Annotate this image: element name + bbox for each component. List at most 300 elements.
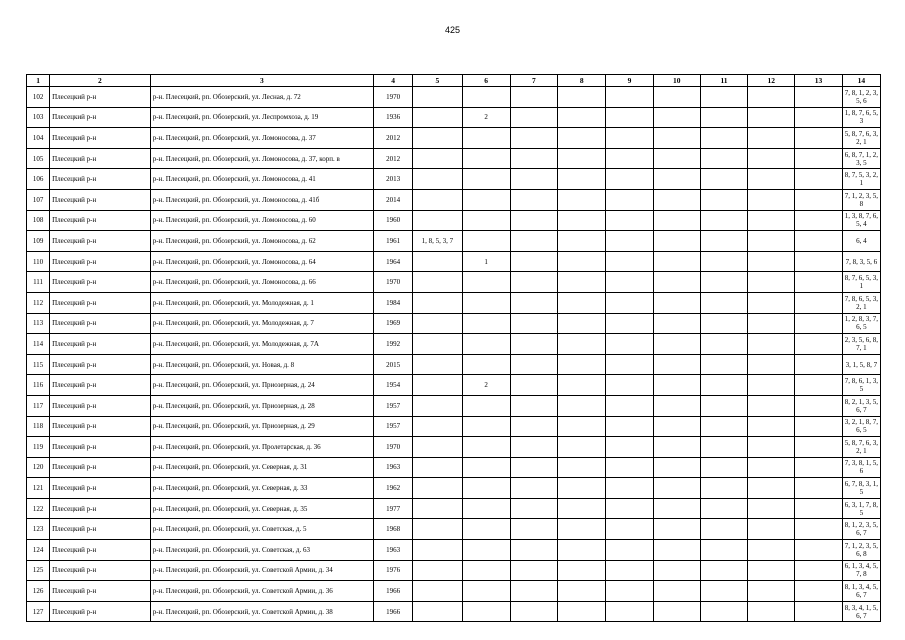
col5-cell bbox=[413, 437, 462, 458]
address-cell: р-н. Плесецкий, рп. Обозерский, ул. Ломоносова, д. 41б bbox=[150, 189, 373, 210]
col9-cell bbox=[606, 540, 653, 561]
address-cell: р-н. Плесецкий, рп. Обозерский, ул. Молодежная, д. 7 bbox=[150, 313, 373, 334]
address-cell: р-н. Плесецкий, рп. Обозерский, ул. Ломоносова, д. 60 bbox=[150, 210, 373, 231]
col11-cell bbox=[700, 313, 747, 334]
col7-cell bbox=[510, 148, 557, 169]
col14-cell: 6, 4 bbox=[842, 231, 880, 252]
district-cell: Плесецкий р-н bbox=[50, 437, 151, 458]
col9-cell bbox=[606, 231, 653, 252]
col13-cell bbox=[795, 354, 842, 375]
col11-cell bbox=[700, 540, 747, 561]
col14-cell: 6, 7, 8, 3, 1, 5 bbox=[842, 478, 880, 499]
col6-cell bbox=[462, 231, 510, 252]
table-row bbox=[27, 231, 881, 252]
table-row bbox=[27, 272, 881, 293]
address-cell: р-н. Плесецкий, рп. Обозерский, ул. Ломоносова, д. 64 bbox=[150, 251, 373, 272]
col10-cell bbox=[653, 292, 700, 313]
address-cell: р-н. Плесецкий, рп. Обозерский, ул. Новая, д. 8 bbox=[150, 354, 373, 375]
col14-cell: 7, 8, 3, 5, 6 bbox=[842, 251, 880, 272]
district-cell: Плесецкий р-н bbox=[50, 416, 151, 437]
district-cell: Плесецкий р-н bbox=[50, 601, 151, 622]
col11-cell bbox=[700, 395, 747, 416]
col6-cell bbox=[462, 87, 510, 108]
table-row bbox=[27, 107, 881, 128]
col13-cell bbox=[795, 231, 842, 252]
col12-cell bbox=[748, 498, 795, 519]
col14-cell: 7, 8, 6, 5, 3, 2, 1 bbox=[842, 292, 880, 313]
col6-cell: 1 bbox=[462, 251, 510, 272]
address-cell: р-н. Плесецкий, рп. Обозерский, ул. Советская, д. 63 bbox=[150, 540, 373, 561]
col5-cell bbox=[413, 272, 462, 293]
table-row bbox=[27, 87, 881, 108]
col6-cell bbox=[462, 437, 510, 458]
col6-cell: 2 bbox=[462, 375, 510, 396]
table-row bbox=[27, 416, 881, 437]
year-cell: 1961 bbox=[374, 231, 413, 252]
col5-cell bbox=[413, 601, 462, 622]
district-cell: Плесецкий р-н bbox=[50, 87, 151, 108]
row-number-cell: 110 bbox=[27, 251, 50, 272]
col13-cell bbox=[795, 210, 842, 231]
district-cell: Плесецкий р-н bbox=[50, 107, 151, 128]
col10-cell bbox=[653, 87, 700, 108]
col11-cell bbox=[700, 251, 747, 272]
col9-cell bbox=[606, 210, 653, 231]
col6-cell bbox=[462, 210, 510, 231]
col5-cell bbox=[413, 128, 462, 149]
col12-cell bbox=[748, 560, 795, 581]
year-cell: 1964 bbox=[374, 251, 413, 272]
col9-cell bbox=[606, 601, 653, 622]
col12-cell bbox=[748, 601, 795, 622]
col14-cell: 1, 2, 8, 3, 7, 6, 5 bbox=[842, 313, 880, 334]
col5-cell bbox=[413, 107, 462, 128]
col5-cell bbox=[413, 87, 462, 108]
col6-cell bbox=[462, 601, 510, 622]
col12-cell bbox=[748, 169, 795, 190]
col5-cell bbox=[413, 540, 462, 561]
district-cell: Плесецкий р-н bbox=[50, 478, 151, 499]
district-cell: Плесецкий р-н bbox=[50, 498, 151, 519]
year-cell: 1976 bbox=[374, 560, 413, 581]
col13-cell bbox=[795, 148, 842, 169]
col11-cell bbox=[700, 519, 747, 540]
address-cell: р-н. Плесецкий, рп. Обозерский, ул. Пролетарская, д. 36 bbox=[150, 437, 373, 458]
row-number-cell: 104 bbox=[27, 128, 50, 149]
col12-cell bbox=[748, 457, 795, 478]
col10-cell bbox=[653, 498, 700, 519]
register-table bbox=[26, 74, 881, 622]
address-cell: р-н. Плесецкий, рп. Обозерский, ул. Ломоносова, д. 66 bbox=[150, 272, 373, 293]
address-cell: р-н. Плесецкий, рп. Обозерский, ул. Приозерная, д. 28 bbox=[150, 395, 373, 416]
col7-cell bbox=[510, 375, 557, 396]
col6-cell bbox=[462, 189, 510, 210]
column-header: 3 bbox=[150, 75, 373, 87]
col14-cell: 7, 1, 2, 3, 5, 8 bbox=[842, 189, 880, 210]
col11-cell bbox=[700, 231, 747, 252]
district-cell: Плесецкий р-н bbox=[50, 272, 151, 293]
col8-cell bbox=[558, 519, 606, 540]
col13-cell bbox=[795, 519, 842, 540]
year-cell: 1957 bbox=[374, 395, 413, 416]
address-cell: р-н. Плесецкий, рп. Обозерский, ул. Приозерная, д. 24 bbox=[150, 375, 373, 396]
column-header: 8 bbox=[558, 75, 606, 87]
col10-cell bbox=[653, 416, 700, 437]
column-header: 5 bbox=[413, 75, 462, 87]
row-number-cell: 107 bbox=[27, 189, 50, 210]
table-row bbox=[27, 292, 881, 313]
table-row bbox=[27, 437, 881, 458]
col9-cell bbox=[606, 560, 653, 581]
col8-cell bbox=[558, 189, 606, 210]
row-number-cell: 123 bbox=[27, 519, 50, 540]
row-number-cell: 126 bbox=[27, 581, 50, 602]
col11-cell bbox=[700, 375, 747, 396]
table-row bbox=[27, 375, 881, 396]
district-cell: Плесецкий р-н bbox=[50, 313, 151, 334]
col12-cell bbox=[748, 189, 795, 210]
col8-cell bbox=[558, 292, 606, 313]
row-number-cell: 103 bbox=[27, 107, 50, 128]
col8-cell bbox=[558, 251, 606, 272]
col13-cell bbox=[795, 437, 842, 458]
col10-cell bbox=[653, 107, 700, 128]
col7-cell bbox=[510, 334, 557, 355]
page-number: 425 bbox=[444, 25, 461, 35]
col12-cell bbox=[748, 292, 795, 313]
district-cell: Плесецкий р-н bbox=[50, 354, 151, 375]
col8-cell bbox=[558, 560, 606, 581]
col8-cell bbox=[558, 581, 606, 602]
column-header: 14 bbox=[842, 75, 880, 87]
col14-cell: 3, 2, 1, 8, 7, 6, 5 bbox=[842, 416, 880, 437]
col5-cell bbox=[413, 354, 462, 375]
column-header: 10 bbox=[653, 75, 700, 87]
col11-cell bbox=[700, 457, 747, 478]
col10-cell bbox=[653, 581, 700, 602]
col11-cell bbox=[700, 169, 747, 190]
col14-cell: 1, 8, 7, 6, 5, 3 bbox=[842, 107, 880, 128]
col12-cell bbox=[748, 416, 795, 437]
year-cell: 2012 bbox=[374, 148, 413, 169]
district-cell: Плесецкий р-н bbox=[50, 210, 151, 231]
district-cell: Плесецкий р-н bbox=[50, 540, 151, 561]
address-cell: р-н. Плесецкий, рп. Обозерский, ул. Северная, д. 35 bbox=[150, 498, 373, 519]
year-cell: 2012 bbox=[374, 128, 413, 149]
table-row bbox=[27, 169, 881, 190]
table-row bbox=[27, 189, 881, 210]
table-row bbox=[27, 354, 881, 375]
district-cell: Плесецкий р-н bbox=[50, 457, 151, 478]
address-cell: р-н. Плесецкий, рп. Обозерский, ул. Ломоносова, д. 62 bbox=[150, 231, 373, 252]
col6-cell bbox=[462, 498, 510, 519]
year-cell: 1992 bbox=[374, 334, 413, 355]
col11-cell bbox=[700, 478, 747, 499]
col14-cell: 8, 7, 5, 3, 2, 1 bbox=[842, 169, 880, 190]
year-cell: 1960 bbox=[374, 210, 413, 231]
col13-cell bbox=[795, 581, 842, 602]
col5-cell bbox=[413, 581, 462, 602]
column-header: 4 bbox=[374, 75, 413, 87]
table-row bbox=[27, 519, 881, 540]
col13-cell bbox=[795, 169, 842, 190]
col10-cell bbox=[653, 375, 700, 396]
row-number-cell: 111 bbox=[27, 272, 50, 293]
col13-cell bbox=[795, 189, 842, 210]
col7-cell bbox=[510, 395, 557, 416]
col13-cell bbox=[795, 395, 842, 416]
col12-cell bbox=[748, 231, 795, 252]
col11-cell bbox=[700, 601, 747, 622]
col12-cell bbox=[748, 375, 795, 396]
col12-cell bbox=[748, 540, 795, 561]
col8-cell bbox=[558, 231, 606, 252]
col9-cell bbox=[606, 478, 653, 499]
row-number-cell: 113 bbox=[27, 313, 50, 334]
district-cell: Плесецкий р-н bbox=[50, 128, 151, 149]
col7-cell bbox=[510, 457, 557, 478]
col9-cell bbox=[606, 437, 653, 458]
row-number-cell: 124 bbox=[27, 540, 50, 561]
col13-cell bbox=[795, 107, 842, 128]
col9-cell bbox=[606, 581, 653, 602]
col6-cell bbox=[462, 148, 510, 169]
col10-cell bbox=[653, 334, 700, 355]
column-header: 12 bbox=[748, 75, 795, 87]
col5-cell bbox=[413, 189, 462, 210]
col7-cell bbox=[510, 251, 557, 272]
col14-cell: 7, 8, 6, 1, 3, 5 bbox=[842, 375, 880, 396]
col10-cell bbox=[653, 148, 700, 169]
year-cell: 1977 bbox=[374, 498, 413, 519]
row-number-cell: 106 bbox=[27, 169, 50, 190]
col12-cell bbox=[748, 334, 795, 355]
col8-cell bbox=[558, 313, 606, 334]
col9-cell bbox=[606, 189, 653, 210]
col12-cell bbox=[748, 354, 795, 375]
col12-cell bbox=[748, 128, 795, 149]
col9-cell bbox=[606, 354, 653, 375]
address-cell: р-н. Плесецкий, рп. Обозерский, ул. Ломоносова, д. 41 bbox=[150, 169, 373, 190]
col12-cell bbox=[748, 107, 795, 128]
col12-cell bbox=[748, 87, 795, 108]
col7-cell bbox=[510, 313, 557, 334]
col12-cell bbox=[748, 313, 795, 334]
col12-cell bbox=[748, 148, 795, 169]
col10-cell bbox=[653, 313, 700, 334]
col7-cell bbox=[510, 601, 557, 622]
year-cell: 1970 bbox=[374, 437, 413, 458]
address-cell: р-н. Плесецкий, рп. Обозерский, ул. Молодежная, д. 7А bbox=[150, 334, 373, 355]
col7-cell bbox=[510, 540, 557, 561]
col7-cell bbox=[510, 128, 557, 149]
column-header: 11 bbox=[700, 75, 747, 87]
row-number-cell: 109 bbox=[27, 231, 50, 252]
col9-cell bbox=[606, 272, 653, 293]
address-cell: р-н. Плесецкий, рп. Обозерский, ул. Советской Армии, д. 34 bbox=[150, 560, 373, 581]
district-cell: Плесецкий р-н bbox=[50, 519, 151, 540]
address-cell: р-н. Плесецкий, рп. Обозерский, ул. Северная, д. 31 bbox=[150, 457, 373, 478]
col12-cell bbox=[748, 272, 795, 293]
year-cell: 1962 bbox=[374, 478, 413, 499]
year-cell: 1984 bbox=[374, 292, 413, 313]
district-cell: Плесецкий р-н bbox=[50, 334, 151, 355]
address-cell: р-н. Плесецкий, рп. Обозерский, ул. Северная, д. 33 bbox=[150, 478, 373, 499]
col12-cell bbox=[748, 437, 795, 458]
row-number-cell: 121 bbox=[27, 478, 50, 499]
col9-cell bbox=[606, 251, 653, 272]
col11-cell bbox=[700, 354, 747, 375]
col14-cell: 6, 1, 3, 4, 5, 7, 8 bbox=[842, 560, 880, 581]
col11-cell bbox=[700, 560, 747, 581]
col14-cell: 7, 3, 8, 1, 5, 6 bbox=[842, 457, 880, 478]
col8-cell bbox=[558, 148, 606, 169]
col5-cell bbox=[413, 519, 462, 540]
col5-cell bbox=[413, 313, 462, 334]
col10-cell bbox=[653, 231, 700, 252]
col10-cell bbox=[653, 354, 700, 375]
year-cell: 1963 bbox=[374, 540, 413, 561]
col7-cell bbox=[510, 107, 557, 128]
col10-cell bbox=[653, 210, 700, 231]
col14-cell: 7, 1, 2, 3, 5, 6, 8 bbox=[842, 540, 880, 561]
col8-cell bbox=[558, 375, 606, 396]
col11-cell bbox=[700, 292, 747, 313]
col8-cell bbox=[558, 87, 606, 108]
col14-cell: 8, 1, 2, 3, 5, 6, 7 bbox=[842, 519, 880, 540]
col7-cell bbox=[510, 169, 557, 190]
col10-cell bbox=[653, 189, 700, 210]
col6-cell bbox=[462, 416, 510, 437]
col14-cell: 8, 1, 3, 4, 5, 6, 7 bbox=[842, 581, 880, 602]
col14-cell: 8, 7, 6, 5, 3, 1 bbox=[842, 272, 880, 293]
col13-cell bbox=[795, 560, 842, 581]
column-header: 7 bbox=[510, 75, 557, 87]
year-cell: 1969 bbox=[374, 313, 413, 334]
col14-cell: 2, 3, 5, 6, 8, 7, 1 bbox=[842, 334, 880, 355]
col9-cell bbox=[606, 498, 653, 519]
table-row bbox=[27, 457, 881, 478]
address-cell: р-н. Плесецкий, рп. Обозерский, ул. Ломоносова, д. 37 bbox=[150, 128, 373, 149]
col8-cell bbox=[558, 437, 606, 458]
col13-cell bbox=[795, 334, 842, 355]
row-number-cell: 127 bbox=[27, 601, 50, 622]
col6-cell bbox=[462, 169, 510, 190]
table-row bbox=[27, 210, 881, 231]
col6-cell bbox=[462, 354, 510, 375]
column-header: 6 bbox=[462, 75, 510, 87]
col9-cell bbox=[606, 148, 653, 169]
year-cell: 1970 bbox=[374, 87, 413, 108]
col13-cell bbox=[795, 251, 842, 272]
district-cell: Плесецкий р-н bbox=[50, 560, 151, 581]
col7-cell bbox=[510, 292, 557, 313]
column-header: 1 bbox=[27, 75, 50, 87]
col11-cell bbox=[700, 581, 747, 602]
year-cell: 2014 bbox=[374, 189, 413, 210]
col9-cell bbox=[606, 128, 653, 149]
col7-cell bbox=[510, 354, 557, 375]
year-cell: 1970 bbox=[374, 272, 413, 293]
row-number-cell: 105 bbox=[27, 148, 50, 169]
col7-cell bbox=[510, 231, 557, 252]
row-number-cell: 120 bbox=[27, 457, 50, 478]
col8-cell bbox=[558, 457, 606, 478]
col6-cell bbox=[462, 519, 510, 540]
col5-cell: 1, 8, 5, 3, 7 bbox=[413, 231, 462, 252]
col7-cell bbox=[510, 87, 557, 108]
col11-cell bbox=[700, 87, 747, 108]
col11-cell bbox=[700, 210, 747, 231]
col7-cell bbox=[510, 189, 557, 210]
col12-cell bbox=[748, 519, 795, 540]
col5-cell bbox=[413, 169, 462, 190]
col14-cell: 6, 3, 1, 7, 8, 5 bbox=[842, 498, 880, 519]
col8-cell bbox=[558, 107, 606, 128]
table-row bbox=[27, 478, 881, 499]
row-number-cell: 117 bbox=[27, 395, 50, 416]
col6-cell bbox=[462, 581, 510, 602]
col13-cell bbox=[795, 498, 842, 519]
row-number-cell: 116 bbox=[27, 375, 50, 396]
col13-cell bbox=[795, 128, 842, 149]
col5-cell bbox=[413, 251, 462, 272]
col13-cell bbox=[795, 478, 842, 499]
address-cell: р-н. Плесецкий, рп. Обозерский, ул. Советская, д. 5 bbox=[150, 519, 373, 540]
address-cell: р-н. Плесецкий, рп. Обозерский, ул. Приозерная, д. 29 bbox=[150, 416, 373, 437]
col5-cell bbox=[413, 375, 462, 396]
col14-cell: 8, 2, 1, 3, 5, 6, 7 bbox=[842, 395, 880, 416]
col6-cell bbox=[462, 334, 510, 355]
row-number-cell: 125 bbox=[27, 560, 50, 581]
col6-cell bbox=[462, 128, 510, 149]
col14-cell: 6, 8, 7, 1, 2, 3, 5 bbox=[842, 148, 880, 169]
col14-cell: 1, 3, 8, 7, 6, 5, 4 bbox=[842, 210, 880, 231]
col8-cell bbox=[558, 601, 606, 622]
col9-cell bbox=[606, 87, 653, 108]
district-cell: Плесецкий р-н bbox=[50, 148, 151, 169]
col9-cell bbox=[606, 292, 653, 313]
row-number-cell: 108 bbox=[27, 210, 50, 231]
year-cell: 2015 bbox=[374, 354, 413, 375]
row-number-cell: 114 bbox=[27, 334, 50, 355]
col12-cell bbox=[748, 395, 795, 416]
col11-cell bbox=[700, 498, 747, 519]
col8-cell bbox=[558, 354, 606, 375]
table-row bbox=[27, 560, 881, 581]
year-cell: 2013 bbox=[374, 169, 413, 190]
col14-cell: 8, 3, 4, 1, 5, 6, 7 bbox=[842, 601, 880, 622]
col6-cell bbox=[462, 395, 510, 416]
district-cell: Плесецкий р-н bbox=[50, 581, 151, 602]
year-cell: 1968 bbox=[374, 519, 413, 540]
col14-cell: 7, 8, 1, 2, 3, 5, 6 bbox=[842, 87, 880, 108]
col8-cell bbox=[558, 210, 606, 231]
col5-cell bbox=[413, 395, 462, 416]
col5-cell bbox=[413, 292, 462, 313]
col5-cell bbox=[413, 416, 462, 437]
col8-cell bbox=[558, 478, 606, 499]
table-row bbox=[27, 334, 881, 355]
col7-cell bbox=[510, 416, 557, 437]
col6-cell bbox=[462, 540, 510, 561]
row-number-cell: 115 bbox=[27, 354, 50, 375]
col5-cell bbox=[413, 560, 462, 581]
district-cell: Плесецкий р-н bbox=[50, 251, 151, 272]
col8-cell bbox=[558, 498, 606, 519]
col9-cell bbox=[606, 457, 653, 478]
col10-cell bbox=[653, 519, 700, 540]
